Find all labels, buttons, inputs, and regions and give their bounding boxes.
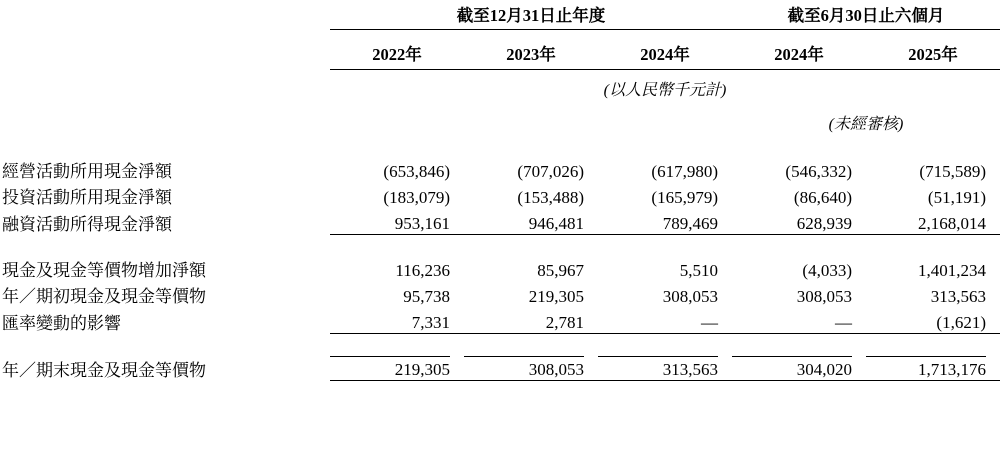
table-header-groups [0, 0, 1000, 30]
row-value: 7,331 [330, 307, 464, 334]
table-row [0, 281, 1000, 307]
row-value: 116,236 [395, 261, 450, 280]
row-value: (86,640) [793, 188, 852, 207]
row-label-total: 年／期末現金及現金等價物 [2, 360, 206, 380]
row-label: 匯率變動的影響 [2, 313, 121, 333]
row-value-total [598, 354, 732, 381]
header-col-2024: 2024年 [598, 30, 732, 70]
row-value: 313,563 [930, 287, 986, 306]
header-empty-cell-2 [0, 30, 330, 70]
row-value: 95,738 [403, 287, 450, 306]
row-value: 308,053 [796, 287, 852, 306]
row-value-total [732, 354, 866, 381]
header-col-2025-interim: 2025年 [866, 30, 1000, 70]
row-value: 628,939 [732, 208, 866, 235]
spacer-row-1 [0, 134, 1000, 156]
header-col-2022: 2022年 [330, 30, 464, 70]
row-value: 308,053 [662, 287, 718, 306]
spacer-row-3 [0, 334, 1000, 355]
header-group-annual: 截至12月31日止年度 [330, 0, 732, 30]
row-value: (4,033) [802, 261, 852, 280]
row-label: 融資活動所得現金淨額 [2, 214, 172, 234]
row-value: — [732, 307, 866, 334]
row-value: 2,781 [464, 307, 598, 334]
note-spacer-3 [598, 100, 732, 134]
table-note-currency-row [0, 70, 1000, 101]
header-col-2023: 2023年 [464, 30, 598, 70]
row-value: 219,305 [528, 287, 584, 306]
table-row [0, 208, 1000, 235]
row-value: (707,026) [517, 162, 584, 181]
row-value: (715,589) [919, 162, 986, 181]
row-label: 現金及現金等價物增加淨額 [2, 261, 206, 280]
spacer-cell [0, 235, 1000, 256]
note-unaudited: (未經審核) [828, 116, 904, 133]
row-value: 953,161 [330, 208, 464, 235]
spacer-cell [0, 334, 1000, 355]
row-value: 946,481 [464, 208, 598, 235]
note-spacer-2 [464, 100, 598, 134]
spacer-cell [0, 134, 1000, 156]
total-value-text: 1,713,176 [866, 356, 986, 380]
spacer-row-2 [0, 235, 1000, 256]
table-row [0, 307, 1000, 334]
row-value-total [866, 354, 1000, 381]
header-group-interim: 截至6月30日止六個月 [732, 0, 1000, 30]
total-value-text: 219,305 [330, 356, 450, 380]
row-value: 85,967 [537, 261, 584, 280]
row-value-total [464, 354, 598, 381]
table-row [0, 255, 1000, 281]
total-value-text: 308,053 [464, 356, 584, 380]
note-spacer-1 [330, 100, 464, 134]
table-row [0, 182, 1000, 208]
row-value: 1,401,234 [918, 261, 986, 280]
total-value-text: 304,020 [732, 356, 852, 380]
row-value: (653,846) [383, 162, 450, 181]
row-value: 789,469 [598, 208, 732, 235]
note-currency: (以人民幣千元計) [603, 82, 727, 99]
header-empty-cell [0, 0, 330, 30]
row-value: — [598, 307, 732, 334]
row-label: 投資活動所用現金淨額 [2, 188, 172, 207]
table-header-years [0, 30, 1000, 70]
table-note-unaudited-row [0, 100, 1000, 134]
row-value: (153,488) [517, 188, 584, 207]
total-value-text: 313,563 [598, 356, 718, 380]
row-value-total [330, 354, 464, 381]
table-row [0, 156, 1000, 182]
row-value: 2,168,014 [866, 208, 1000, 235]
row-value: (51,191) [927, 188, 986, 207]
row-value: (183,079) [383, 188, 450, 207]
note-empty-cell-2 [0, 100, 330, 134]
note-empty-cell [0, 70, 330, 101]
row-value: (546,332) [785, 162, 852, 181]
row-value: (165,979) [651, 188, 718, 207]
row-value: 5,510 [679, 261, 718, 280]
row-label: 年／期初現金及現金等價物 [2, 287, 206, 306]
header-col-2024-interim: 2024年 [732, 30, 866, 70]
row-value: (617,980) [651, 162, 718, 181]
row-value: (1,621) [866, 307, 1000, 334]
row-label: 經營活動所用現金淨額 [2, 162, 172, 181]
table-row-total [0, 354, 1000, 381]
